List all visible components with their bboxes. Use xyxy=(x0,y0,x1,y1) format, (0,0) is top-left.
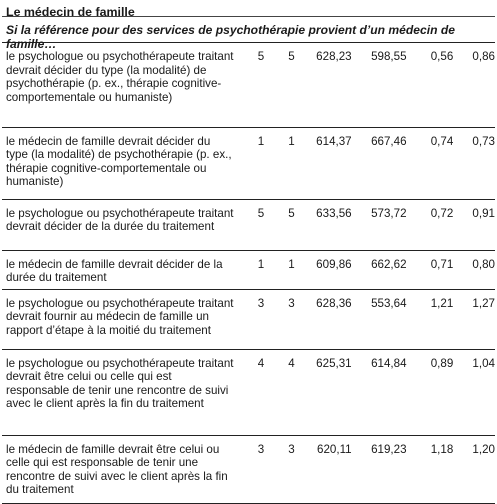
row-value-1: 3 xyxy=(238,435,264,503)
row-statement: le médecin de famille devrait être celui ou celle qui est responsable de tenir une rencontre de suivi avec le client après la fin du traitement xyxy=(2,435,238,503)
table-row xyxy=(2,349,495,435)
row-value-4: 553,64 xyxy=(352,289,407,349)
row-value-3: 633,56 xyxy=(295,199,352,250)
row-value-6: 1,27 xyxy=(453,289,495,349)
row-statement: le psychologue ou psychothérapeute traitant devrait fournir au médecin de famille un rapport d’étape à la moitié du traitement xyxy=(2,289,238,349)
row-value-1: 5 xyxy=(238,43,264,127)
row-value-5: 1,18 xyxy=(407,435,454,503)
table-row xyxy=(2,250,495,289)
row-value-6: 0,86 xyxy=(453,43,495,127)
row-value-1: 5 xyxy=(238,199,264,250)
row-value-4: 619,23 xyxy=(352,435,407,503)
row-value-4: 573,72 xyxy=(352,199,407,250)
row-value-2: 4 xyxy=(264,349,294,435)
row-value-1: 1 xyxy=(238,127,264,199)
row-statement: le psychologue ou psychothérapeute traitant devrait être celui ou celle qui est responsable de tenir une rencontre de suivi avec le client après la fin du traitement xyxy=(2,349,238,435)
row-value-6: 0,91 xyxy=(453,199,495,250)
results-table-section xyxy=(2,0,495,504)
table-row xyxy=(2,435,495,503)
row-value-6: 0,73 xyxy=(453,127,495,199)
row-value-3: 625,31 xyxy=(295,349,352,435)
table-row xyxy=(2,289,495,349)
row-value-2: 3 xyxy=(264,289,294,349)
row-value-4: 598,55 xyxy=(352,43,407,127)
table-row xyxy=(2,127,495,199)
row-value-2: 3 xyxy=(264,435,294,503)
row-value-6: 1,04 xyxy=(453,349,495,435)
row-value-1: 3 xyxy=(238,289,264,349)
row-value-4: 614,84 xyxy=(352,349,407,435)
table-row xyxy=(2,43,495,127)
section-title: Le médecin de famille xyxy=(2,0,495,17)
row-value-3: 614,37 xyxy=(295,127,352,199)
row-value-5: 0,56 xyxy=(407,43,454,127)
row-value-6: 0,80 xyxy=(453,250,495,289)
row-statement: le médecin de famille devrait décider du type (la modalité) de psychothérapie (p. ex., thérapie cognitive-comportementale ou humaniste) xyxy=(2,127,238,199)
section-subtitle: Si la référence pour des services de psychothérapie provient d’un médecin de famille… xyxy=(2,17,495,43)
table-row xyxy=(2,199,495,250)
row-statement: le médecin de famille devrait décider de la durée du traitement xyxy=(2,250,238,289)
row-value-3: 620,11 xyxy=(295,435,352,503)
row-value-2: 1 xyxy=(264,250,294,289)
row-value-5: 0,71 xyxy=(407,250,454,289)
row-value-4: 667,46 xyxy=(352,127,407,199)
row-value-5: 1,21 xyxy=(407,289,454,349)
row-value-1: 4 xyxy=(238,349,264,435)
row-value-2: 5 xyxy=(264,43,294,127)
row-value-5: 0,72 xyxy=(407,199,454,250)
row-value-5: 0,89 xyxy=(407,349,454,435)
row-value-3: 609,86 xyxy=(295,250,352,289)
row-value-5: 0,74 xyxy=(407,127,454,199)
row-statement: le psychologue ou psychothérapeute traitant devrait décider du type (la modalité) de psychothérapie (p. ex., thérapie cognitive-comportementale ou humaniste) xyxy=(2,43,238,127)
row-value-1: 1 xyxy=(238,250,264,289)
row-value-3: 628,36 xyxy=(295,289,352,349)
results-table xyxy=(2,43,495,504)
row-value-2: 5 xyxy=(264,199,294,250)
row-value-6: 1,20 xyxy=(453,435,495,503)
row-value-2: 1 xyxy=(264,127,294,199)
row-value-3: 628,23 xyxy=(295,43,352,127)
row-statement: le psychologue ou psychothérapeute traitant devrait décider de la durée du traitement xyxy=(2,199,238,250)
row-value-4: 662,62 xyxy=(352,250,407,289)
